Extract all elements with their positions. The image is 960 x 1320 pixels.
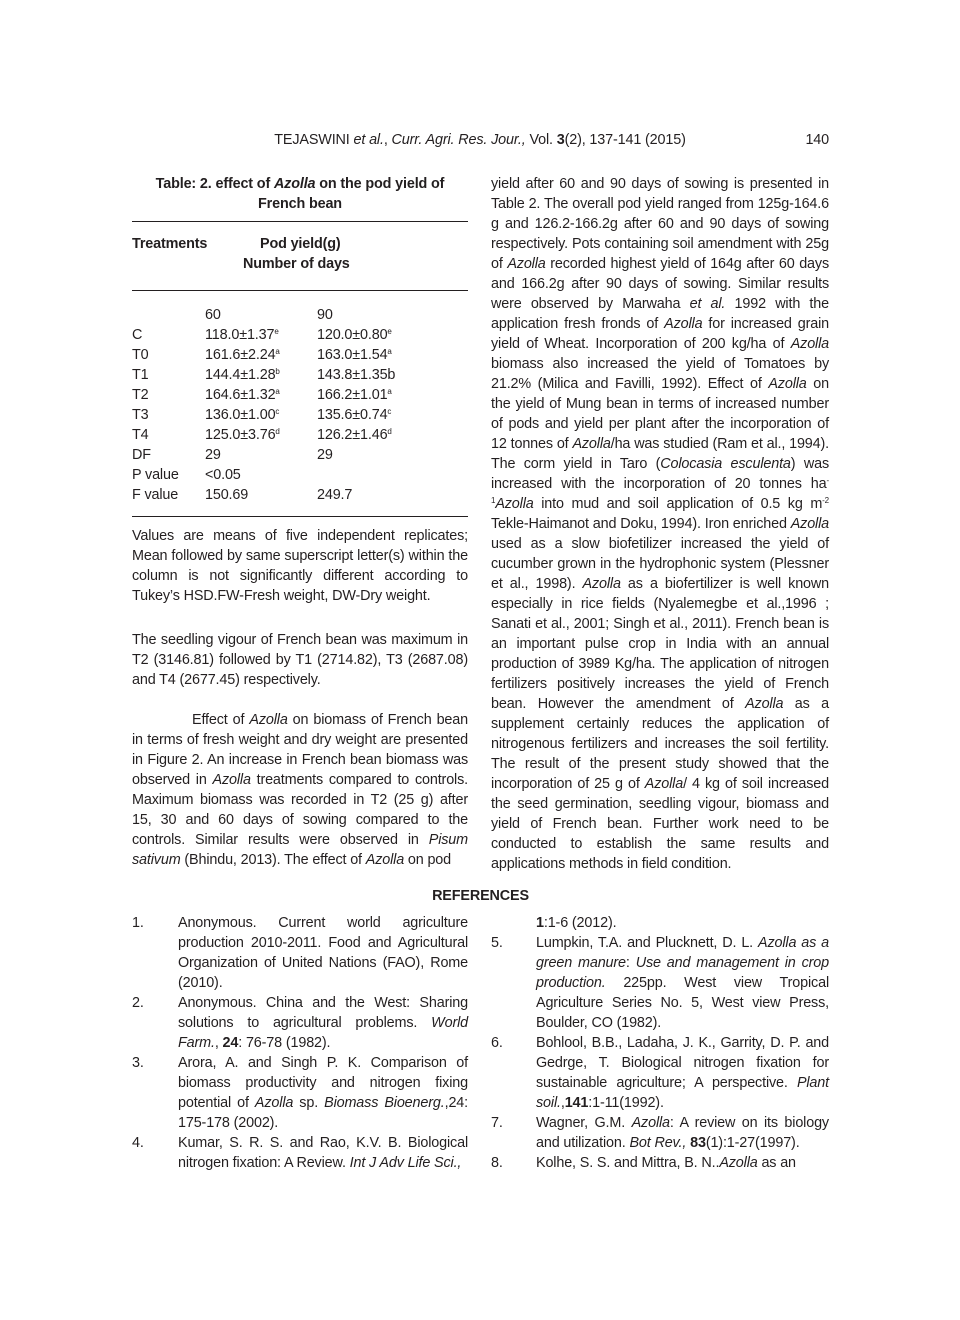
paragraph-seedling-vigour — [132, 630, 468, 690]
reference-item — [132, 993, 468, 1053]
text-run: Azolla — [768, 376, 807, 392]
table-row — [132, 345, 468, 365]
superscript: c — [275, 407, 280, 416]
text-run: 225pp. West view Tropical Agriculture Series No. 5, West view Press, Boulder, CO (1982). — [536, 975, 829, 1031]
col-header-pod-yield: Pod yield(g) — [260, 236, 341, 252]
superscript: a — [387, 347, 392, 356]
yield-90-cell — [317, 445, 333, 465]
text-run: (Bhindu, 2013). The effect of — [180, 852, 366, 868]
text-run: Int J Adv Life Sci., — [349, 1155, 462, 1171]
text-run: (1):1-27(1997). — [705, 1135, 800, 1151]
yield-90-cell — [317, 485, 352, 505]
reference-number: 6. — [491, 1035, 503, 1051]
text-run: Lumpkin, T.A. and Plucknett, D. L. — [536, 935, 758, 951]
table-header — [132, 234, 468, 274]
text-run: : A review on its biology and utilization. — [536, 1115, 829, 1151]
reference-item — [132, 1053, 468, 1133]
superscript: a — [387, 387, 392, 396]
table-row — [132, 485, 468, 505]
references-list — [132, 913, 829, 1173]
value: 249.7 — [317, 487, 353, 503]
yield-90-cell — [317, 425, 392, 445]
text-run: Azolla — [631, 1115, 670, 1131]
text-run: Arora, A. and Singh P. K. Comparison of biomass productivity and nitrogen fixing potential of — [178, 1055, 468, 1111]
treatment-cell: DF — [132, 447, 151, 463]
superscript: a — [275, 387, 280, 396]
yield-60-cell — [205, 405, 279, 425]
left-column — [132, 174, 468, 874]
text-run: ,24: 175-178 (2002). — [178, 1095, 468, 1131]
text-run: recorded highest yield of 164g after 60 days and 166.2g after 90 days of sowing. Similar results were observed by Marwaha — [491, 256, 829, 312]
table-header-rule — [132, 290, 468, 291]
text-run: Colocasia esculenta — [660, 456, 791, 472]
text-run: Curr. Agri. Res. Jour., — [391, 132, 526, 148]
reference-text — [178, 1053, 468, 1133]
text-run: World Farm. — [178, 1015, 468, 1051]
text-run: Azolla — [254, 1095, 294, 1111]
text-run: Azolla — [507, 256, 546, 272]
reference-number: 7. — [491, 1115, 503, 1131]
text-run: Bot Rev., — [629, 1135, 687, 1151]
table-top-rule — [132, 221, 468, 222]
reference-text — [178, 913, 468, 993]
day-60: 60 — [205, 307, 221, 323]
text-run: yield after 60 and 90 days of sowing is presented in Table 2. The overall pod yield ranged from 125g-164.6 g and 126.2-166.2g after 60 and 90 days of sowing respectively. Pots containing soil amendment with 25g of — [491, 176, 829, 272]
text-run: 1992 with the application fresh fronds of — [491, 296, 829, 332]
yield-60-cell — [205, 445, 221, 465]
reference-number: 5. — [491, 935, 503, 951]
text-run: on pod — [404, 852, 452, 868]
text-run: Azolla — [365, 852, 405, 868]
value: 125.0±3.76 — [205, 427, 276, 443]
superscript: d — [387, 427, 392, 436]
value: 161.6±2.24 — [205, 347, 276, 363]
text-run: biomass also increased the yield of Tomatoes by 21.2% (Milica and Favilli, 1992). Effect of — [491, 356, 829, 392]
treatment-cell: T0 — [132, 347, 149, 363]
treatment-cell: F value — [132, 487, 179, 503]
text-run: Table: 2. effect of — [155, 176, 274, 192]
paragraph-pod-yield — [491, 174, 829, 874]
text-run: for increased grain yield of Wheat. Incorporation of 200 kg/ha of — [491, 316, 830, 352]
value: 150.69 — [205, 487, 249, 503]
references-heading: REFERENCES — [432, 888, 529, 904]
body-columns — [132, 174, 829, 874]
text-run: as a supplement certainly reduces the application of nitrogenous fertilizers and increases the soil fertility. The result of the present study showed that the incorporation of 25 g of — [491, 696, 829, 792]
text-run: , — [560, 1095, 565, 1111]
treatment-cell: T3 — [132, 407, 149, 423]
text-run: 3 — [556, 132, 565, 148]
text-run: et al. — [353, 132, 384, 148]
col-header-days: Number of days — [243, 256, 350, 272]
text-run: 141 — [564, 1095, 589, 1111]
value: 29 — [205, 447, 221, 463]
text-run: Wagner, G.M. — [536, 1115, 632, 1131]
text-run: Azolla as a green manure — [536, 935, 829, 971]
col-header-treatments: Treatments — [132, 236, 208, 252]
superscript: -2 — [822, 496, 829, 505]
text-run: : — [625, 955, 636, 971]
treatment-cell: T1 — [132, 367, 149, 383]
text-run: , — [214, 1035, 223, 1051]
reference-number: 4. — [132, 1135, 144, 1151]
text-run: Azolla — [572, 436, 611, 452]
page-header — [132, 130, 829, 150]
right-column — [491, 174, 829, 874]
table-row — [132, 325, 468, 345]
superscript: d — [275, 427, 280, 436]
value: 29 — [317, 447, 333, 463]
value: 166.2±1.01 — [317, 387, 388, 403]
table-row — [132, 445, 468, 465]
reference-text — [536, 1113, 829, 1153]
text-run: Azolla — [664, 316, 703, 332]
reference-item — [491, 1033, 829, 1113]
text-run: :1-11(1992). — [588, 1095, 664, 1111]
yield-90-cell — [317, 405, 391, 425]
value: 136.0±1.00 — [205, 407, 276, 423]
text-run: Azolla — [644, 776, 684, 792]
text-run: Vol. — [525, 132, 557, 148]
text-run: Azolla — [745, 696, 784, 712]
yield-60-cell — [205, 485, 248, 505]
table-body — [132, 325, 468, 505]
text-run: Kumar, S. R. S. and Rao, K.V. B. Biological nitrogen fixation: A Review. — [178, 1135, 468, 1171]
text-run: /ha was studied (Ram et al., 1994). The corm yield in Taro ( — [491, 436, 829, 472]
text-run: Anonymous. China and the West: Sharing solutions to agricultural problems. — [178, 995, 468, 1031]
yield-60-cell — [205, 365, 280, 385]
table-row — [132, 425, 468, 445]
reference-number: 1. — [132, 915, 144, 931]
text-run: et al. — [689, 296, 726, 312]
yield-90-cell — [317, 365, 395, 385]
superscript: e — [274, 327, 279, 336]
text-run: Azolla — [495, 496, 534, 512]
value: 164.6±1.32 — [205, 387, 276, 403]
day-90: 90 — [317, 307, 333, 323]
reference-item — [491, 1113, 829, 1153]
yield-60-cell — [205, 385, 280, 405]
yield-60-cell — [205, 345, 280, 365]
reference-item — [491, 913, 829, 933]
text-run: Azolla — [790, 336, 829, 352]
treatment-cell: P value — [132, 467, 179, 483]
superscript: e — [387, 327, 392, 336]
text-run: on biomass of French bean in terms of fresh weight and dry weight are presented in Figure 2. An increase in French bean biomass was observed in — [132, 712, 468, 788]
text-run: Azolla — [790, 516, 829, 532]
text-run: Pisum sativum — [132, 832, 468, 868]
value: 126.2±1.46 — [317, 427, 388, 443]
table-row — [132, 385, 468, 405]
treatment-cell: T4 — [132, 427, 149, 443]
text-run: :1-6 (2012). — [543, 915, 617, 931]
superscript: c — [387, 407, 392, 416]
reference-number: 2. — [132, 995, 144, 1011]
text-run: 1 — [536, 915, 544, 931]
text-run: treatments compared to controls. Maximum biomass was recorded in T2 (25 g) after 15, 30 and 60 days of sowing compared to the controls. Similar results were observed in — [132, 772, 468, 848]
reference-item — [491, 1153, 829, 1173]
text-run: Azolla — [582, 576, 621, 592]
text-run: 83 — [690, 1135, 706, 1151]
treatment-cell: C — [132, 327, 143, 343]
reference-text — [536, 1153, 829, 1173]
reference-number: 8. — [491, 1155, 503, 1171]
text-run: on the yield of Mung bean in terms of increased number of pods and yield per plant after the incorporation of 12 tonnes of — [491, 376, 829, 452]
text-run: Values are means of five independent replicates; Mean followed by same superscript letter(s) within the column is not significantly different according to Tukey’s HSD.FW-Fresh weight, DW-Dry weight. — [132, 528, 468, 604]
superscript: -1 — [491, 476, 829, 505]
text-run: , — [383, 132, 392, 148]
text-run: 24 — [222, 1035, 239, 1051]
value: 120.0±0.80 — [317, 327, 388, 343]
reference-text — [178, 1133, 468, 1173]
text-run: The seedling vigour of French bean was maximum in T2 (3146.81) followed by T1 (2714.82), T3 (2687.08) and T4 (2677.45) respectively. — [132, 632, 468, 688]
references-left-column — [132, 913, 468, 1173]
text-run: Plant soil. — [536, 1075, 829, 1111]
reference-text — [178, 993, 468, 1053]
text-run: TEJASWINI — [274, 132, 354, 148]
reference-text — [536, 933, 829, 1033]
superscript: a — [275, 347, 280, 356]
text-run: Azolla — [273, 176, 316, 192]
yield-60-cell — [205, 425, 280, 445]
reference-item — [132, 913, 468, 993]
text-run: Tekle-Haimanot and Doku, 1994). Iron enriched — [491, 516, 791, 532]
text-run: Anonymous. Current world agriculture production 2010-2011. Food and Agricultural Organization of United Nations (FAO), Rome (2010). — [178, 915, 468, 991]
text-run: as a biofertilizer is well known especially in rice fields (Nyalemegbe et al.,1996 ; Sanati et al., 2001; Singh et al., 2011). French bean is an important pulse crop in India with an annual production of 3989 Kg/ha. The application of nitrogen fertilizers positively increases the yield of French bean. However the amendment of — [491, 576, 829, 712]
text-run: Biomass Bioenerg. — [324, 1095, 445, 1111]
references-right-column — [491, 913, 829, 1173]
text-run: Azolla — [212, 772, 251, 788]
text-run: Azolla — [249, 712, 288, 728]
yield-90-cell — [317, 345, 392, 365]
treatment-cell: T2 — [132, 387, 149, 403]
value: 135.6±0.74 — [317, 407, 388, 423]
text-run: Effect of — [192, 712, 250, 728]
text-run: used as a slow biofetilizer increased the yield of cucumber grown in the hydrophonic system (Plessner et al., 1998). — [491, 536, 829, 592]
reference-number — [491, 913, 536, 933]
value: 144.4±1.28 — [205, 367, 276, 383]
text-run: Use and management in crop production. — [536, 955, 829, 991]
table-bottom-rule — [132, 516, 468, 517]
reference-text — [536, 913, 829, 933]
text-run: Kolhe, S. S. and Mittra, B. N.. — [536, 1155, 720, 1171]
reference-text — [536, 1033, 829, 1113]
text-run: Azolla — [719, 1155, 758, 1171]
reference-item — [491, 933, 829, 1033]
text-run: on the pod yield of French bean — [258, 176, 445, 212]
value: 143.8±1.35b — [317, 367, 396, 383]
text-run: as an — [757, 1155, 796, 1171]
reference-number: 3. — [132, 1055, 144, 1071]
text-run: / 4 kg of soil increased the seed germination, seedling vigour, biomass and yield of French bean. Further work need to be conducted to establish the same results and applications methods in field condition. — [491, 776, 829, 872]
text-run: ) was increased with the incorporation of 20 tonnes ha — [491, 456, 829, 492]
page-number: 140 — [805, 132, 829, 148]
value: <0.05 — [205, 467, 241, 483]
table-row — [132, 405, 468, 425]
table-caption — [132, 174, 468, 214]
superscript: b — [275, 367, 280, 376]
reference-item — [132, 1133, 468, 1173]
text-run: sp. — [293, 1095, 325, 1111]
text-run: (2), 137-141 (2015) — [564, 132, 686, 148]
value: 163.0±1.54 — [317, 347, 388, 363]
yield-90-cell — [317, 385, 392, 405]
text-run: Bohlool, B.B., Ladaha, J. K., Garrity, D. P. and Gedrge, T. Biological nitrogen fixation for sustainable agriculture; A perspective. — [536, 1035, 829, 1091]
paragraph-biomass — [132, 710, 468, 870]
text-run: into mud and soil application of 0.5 kg m — [533, 496, 823, 512]
table-row — [132, 465, 468, 485]
table-day-header-row — [132, 305, 468, 325]
yield-60-cell — [205, 465, 241, 485]
table-row — [132, 365, 468, 385]
yield-90-cell — [317, 325, 392, 345]
yield-60-cell — [205, 325, 279, 345]
value: 118.0±1.37 — [205, 327, 275, 343]
table-note — [132, 526, 468, 606]
text-run: : 76-78 (1982). — [238, 1035, 331, 1051]
